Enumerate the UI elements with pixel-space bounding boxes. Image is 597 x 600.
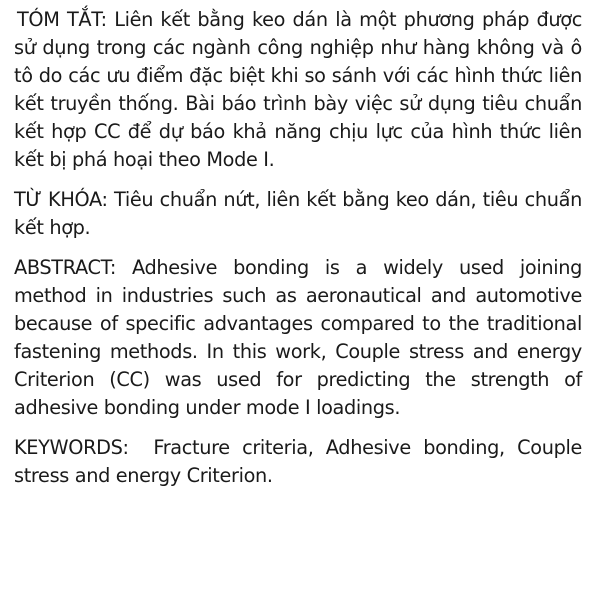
- english-keywords-text: Fracture criteria, Adhesive bonding, Couple stress and energy Criterion.: [14, 436, 583, 487]
- abstract-document: [14, 6, 582, 502]
- vietnamese-keywords-text: Tiêu chuẩn nứt, liên kết bằng keo dán, tiêu chuẩn kết hợp.: [14, 188, 582, 239]
- english-keywords-label: KEYWORDS:: [14, 436, 129, 459]
- vietnamese-abstract-paragraph: [14, 6, 582, 174]
- vietnamese-keywords-label: TỪ KHÓA:: [14, 188, 108, 211]
- english-abstract-label: ABSTRACT:: [14, 256, 117, 279]
- vietnamese-abstract-text: Liên kết bằng keo dán là một phương pháp được sử dụng trong các ngành công nghiệp như hàng không và ô tô do các ưu điểm đặc biệt khi so sánh với các hình thức liên kết truyền thống. Bài báo trình bày việc sử dụng tiêu chuẩn kết hợp CC để dự báo khả năng chịu lực của hình thức liên kết bị phá hoại theo Mode I.: [14, 8, 582, 171]
- english-abstract-paragraph: [14, 254, 582, 422]
- english-keywords-paragraph: [14, 434, 582, 490]
- english-abstract-text: Adhesive bonding is a widely used joining method in industries such as aeronautical and automotive because of specific advantages compared to the traditional fastening methods. In this work, Couple stress and energy Criterion (CC) was used for predicting the strength of adhesive bonding under mode I loadings.: [14, 256, 583, 419]
- vietnamese-keywords-paragraph: [14, 186, 582, 242]
- vietnamese-abstract-label: TÓM TẮT:: [17, 8, 107, 31]
